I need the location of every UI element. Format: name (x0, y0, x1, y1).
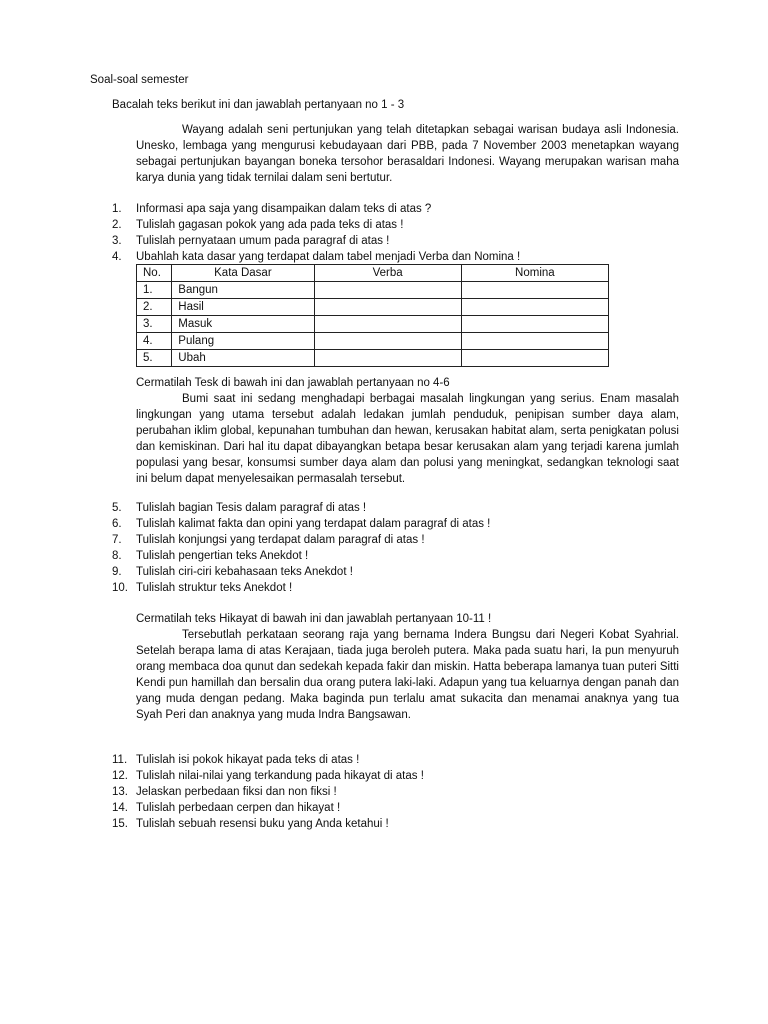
cell-no: 5. (137, 350, 172, 367)
question-item: 7. Tulislah konjungsi yang terdapat dalam paragraf di atas ! (112, 534, 425, 546)
table-row (137, 282, 609, 299)
cell-verba[interactable] (314, 316, 461, 333)
question-item: 12. Tulislah nilai-nilai yang terkandung pada hikayat di atas ! (112, 770, 424, 782)
header-verba: Verba (314, 265, 461, 282)
question-item: 9. Tulislah ciri-ciri kebahasaan teks Anekdot ! (112, 566, 353, 578)
question-list-3 (112, 752, 424, 832)
document-title: Soal-soal semester (90, 74, 189, 86)
table-row (137, 350, 609, 367)
table-row (137, 316, 609, 333)
cell-nomina[interactable] (461, 316, 608, 333)
question-item: 6. Tulislah kalimat fakta dan opini yang terdapat dalam paragraf di atas ! (112, 518, 491, 530)
cell-kata-dasar: Ubah (172, 350, 314, 367)
table-header-row (137, 265, 609, 282)
cell-no: 4. (137, 333, 172, 350)
lingkungan-text: Bumi saat ini sedang menghadapi berbagai masalah lingkungan yang serius. Enam masalah lingkungan yang utama tersebut adalah ledakan jumlah penduduk, penipisan sumber daya alam, perubahan iklim global, kepunahan tumbuhan dan hewan, kerusakan habitat alam, serta penigkatan polusi dan kemiskinan. Dari hal itu dapat dibayangkan betapa besar kerusakan alam yang terjadi karena jumlah populasi yang besar, konsumsi sumber daya alam dan polusi yang meningkat, sedangkan teknologi saat ini belum dapat menyelesaikan permasalah tersebut. (136, 393, 679, 485)
cell-nomina[interactable] (461, 333, 608, 350)
section1-paragraph (136, 122, 679, 186)
wayang-text: Wayang adalah seni pertunjukan yang telah ditetapkan sebagai warisan budaya asli Indonesia. Unesko, lembaga yang mengurusi kebudayaan dari PBB, pada 7 November 2003 menetapkan wayang sebagai pertunjukan bayangan boneka tersohor berasaldari Indonesi. Wayang merupakan warisan maha karya dunia yang tidak ternilai dalam seni bertutur. (136, 124, 679, 184)
question-item: 13. Jelaskan perbedaan fiksi dan non fiksi ! (112, 786, 337, 798)
cell-no: 3. (137, 316, 172, 333)
cell-kata-dasar: Hasil (172, 299, 314, 316)
section1-heading: Bacalah teks berikut ini dan jawablah pertanyaan no 1 - 3 (112, 99, 405, 111)
cell-kata-dasar: Bangun (172, 282, 314, 299)
question-item: 10. Tulislah struktur teks Anekdot ! (112, 582, 293, 594)
cell-no: 1. (137, 282, 172, 299)
cell-kata-dasar: Pulang (172, 333, 314, 350)
cell-verba[interactable] (314, 350, 461, 367)
question-list-1 (112, 201, 520, 265)
section3-heading: Cermatilah teks Hikayat di bawah ini dan jawablah pertanyaan 10-11 ! (136, 613, 492, 625)
question-item: 8. Tulislah pengertian teks Anekdot ! (112, 550, 309, 562)
cell-nomina[interactable] (461, 299, 608, 316)
question-item: 5. Tulislah bagian Tesis dalam paragraf di atas ! (112, 502, 367, 514)
cell-nomina[interactable] (461, 282, 608, 299)
table-row (137, 299, 609, 316)
hikayat-text: Tersebutlah perkataan seorang raja yang bernama Indera Bungsu dari Negeri Kobat Syahrial. Setelah berapa lama di atas Kerajaan, tiada juga beroleh putera. Maka pada suatu hari, Ia pun menyuruh orang membaca doa qunut dan sedekah kepada fakir dan miskin. Hatta beberapa lamanya tuan puteri Sitti Kendi pun hamillah dan bersalin dua orang putera laki-laki. Adapun yang tua keluarnya dengan panah dan yang muda dengan pedang. Maka baginda pun terlalu amat sukacita dan menamai anaknya yang tua Syah Peri dan anaknya yang muda Indra Bangsawan. (136, 629, 679, 721)
question-item: 15. Tulislah sebuah resensi buku yang Anda ketahui ! (112, 818, 389, 830)
question-item: 11. Tulislah isi pokok hikayat pada teks di atas ! (112, 754, 360, 766)
cell-verba[interactable] (314, 299, 461, 316)
cell-verba[interactable] (314, 333, 461, 350)
cell-kata-dasar: Masuk (172, 316, 314, 333)
table-row (137, 333, 609, 350)
question-item: 14. Tulislah perbedaan cerpen dan hikayat ! (112, 802, 341, 814)
cell-no: 2. (137, 299, 172, 316)
question-item: 4. Ubahlah kata dasar yang terdapat dalam tabel menjadi Verba dan Nomina ! (112, 251, 521, 263)
header-no: No. (137, 265, 172, 282)
question-list-2 (112, 500, 490, 596)
cell-verba[interactable] (314, 282, 461, 299)
header-nomina: Nomina (461, 265, 608, 282)
section3-paragraph (136, 627, 679, 723)
question-item: 3. Tulislah pernyataan umum pada paragraf di atas ! (112, 235, 390, 247)
section2-heading: Cermatilah Tesk di bawah ini dan jawablah pertanyaan no 4-6 (136, 377, 450, 389)
kata-dasar-table (136, 264, 609, 367)
question-item: 1. Informasi apa saja yang disampaikan dalam teks di atas ? (112, 203, 432, 215)
section2-paragraph (136, 391, 679, 487)
cell-nomina[interactable] (461, 350, 608, 367)
header-kata-dasar: Kata Dasar (172, 265, 314, 282)
question-item: 2. Tulislah gagasan pokok yang ada pada teks di atas ! (112, 219, 404, 231)
